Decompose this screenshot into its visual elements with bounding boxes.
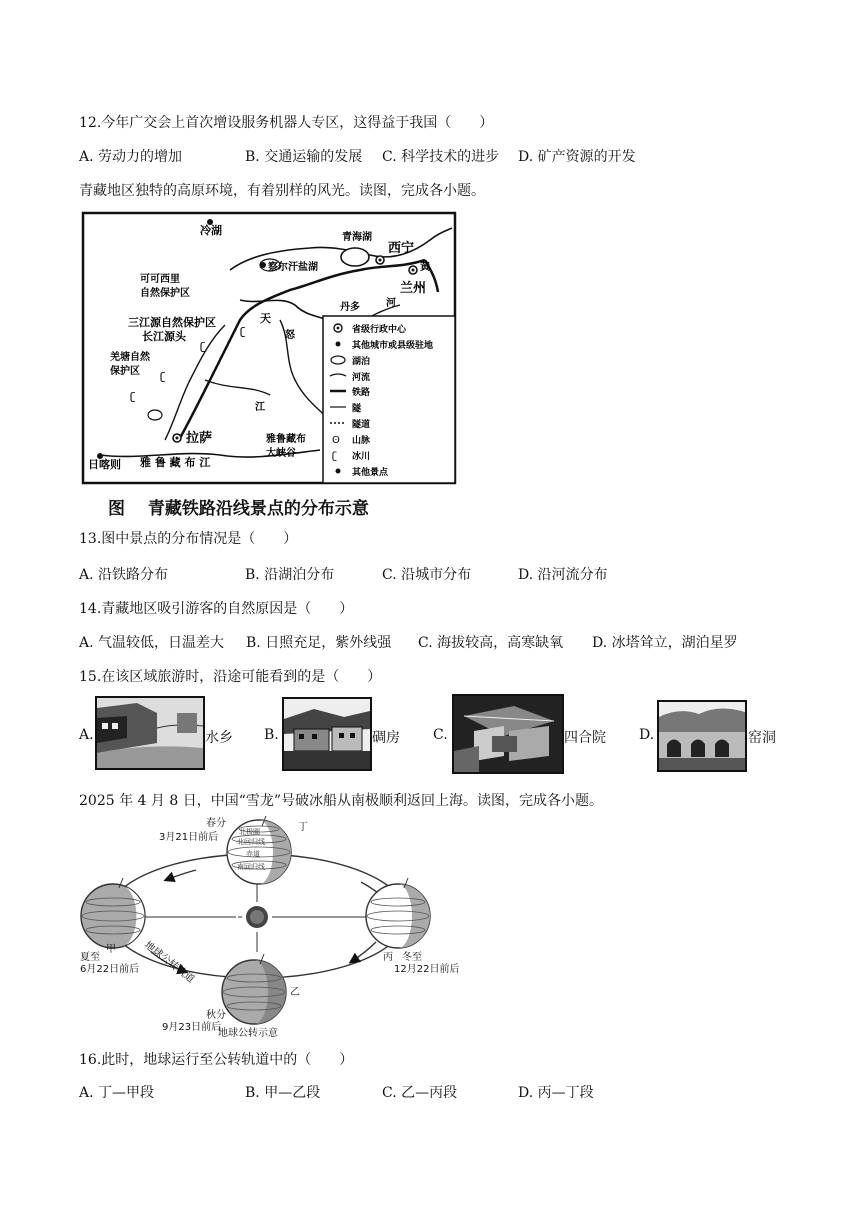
svg-text:ʗ: ʗ (200, 340, 206, 353)
svg-text:自然保护区: 自然保护区 (140, 288, 190, 299)
svg-text:兰州: 兰州 (400, 281, 427, 296)
q15-option-b-label: 碉房 (372, 730, 400, 746)
svg-text:冬至: 冬至 (402, 952, 422, 963)
svg-text:隧: 隧 (352, 404, 362, 414)
svg-text:雅 鲁 藏 布 江: 雅 鲁 藏 布 江 (140, 456, 211, 469)
question-12-stem: 12.今年广交会上首次增设服务机器人专区，这得益于我国（ ） (79, 115, 494, 131)
question-13-stem: 13.图中景点的分布情况是（ ） (79, 531, 298, 547)
svg-text:河流: 河流 (352, 373, 371, 383)
svg-text:山脉: 山脉 (352, 436, 371, 446)
svg-text:地球公转轨道: 地球公转轨道 (142, 939, 197, 986)
q13-option-c[interactable]: C. 沿城市分布 (382, 567, 472, 583)
svg-text:江: 江 (255, 402, 265, 413)
svg-text:地球公转示意: 地球公转示意 (218, 1028, 278, 1039)
svg-text:9月23日前后: 9月23日前后 (162, 1022, 222, 1033)
svg-text:雅鲁藏布: 雅鲁藏布 (266, 434, 306, 445)
q14-option-d[interactable]: D. 冰塔耸立，湖泊星罗 (592, 635, 738, 651)
blockhouse-image[interactable] (282, 697, 372, 771)
svg-text:天: 天 (260, 312, 271, 325)
courtyard-house-image[interactable] (452, 694, 564, 774)
map-caption: 图 青藏铁路沿线景点的分布示意 (108, 499, 369, 519)
q16-option-a[interactable]: A. 丁—甲段 (79, 1085, 155, 1101)
svg-text:其他城市或县级驻地: 其他城市或县级驻地 (352, 341, 434, 351)
railway-map-figure (80, 210, 460, 520)
q16-option-d[interactable]: D. 丙—丁段 (518, 1085, 594, 1101)
svg-text:隧道: 隧道 (352, 420, 371, 430)
svg-text:赤道: 赤道 (246, 850, 260, 858)
q14-option-b[interactable]: B. 日照充足，紫外线强 (246, 635, 392, 651)
q15-option-d-letter[interactable]: D. (639, 727, 655, 743)
svg-text:秋分: 秋分 (206, 1010, 226, 1021)
svg-text:河: 河 (386, 298, 396, 309)
svg-text:ʗ: ʗ (240, 325, 246, 338)
q14-option-a[interactable]: A. 气温较低，日温差大 (79, 635, 225, 651)
q15-option-c-letter[interactable]: C. (433, 727, 448, 743)
svg-text:察尔汗盐湖: 察尔汗盐湖 (268, 262, 318, 273)
intro-tibet: 青藏地区独特的高原环境，有着别样的风光。读图，完成各小题。 (79, 183, 485, 199)
svg-text:三江源自然保护区: 三江源自然保护区 (128, 316, 216, 329)
svg-text:黄: 黄 (420, 262, 430, 273)
svg-text:长江源头: 长江源头 (142, 330, 186, 343)
q14-option-c[interactable]: C. 海拔较高，高寒缺氧 (418, 635, 564, 651)
svg-text:可可西里: 可可西里 (140, 274, 180, 285)
q15-option-d-label: 窑洞 (748, 730, 776, 746)
svg-text:南回归线: 南回归线 (237, 863, 265, 871)
svg-text:湖泊: 湖泊 (352, 357, 371, 367)
q12-option-b[interactable]: B. 交通运输的发展 (245, 149, 363, 165)
svg-text:西宁: 西宁 (388, 241, 415, 256)
svg-text:日喀则: 日喀则 (88, 458, 121, 471)
svg-text:青海湖: 青海湖 (342, 232, 372, 243)
svg-text:保护区: 保护区 (110, 366, 140, 377)
svg-text:丁: 丁 (298, 822, 308, 833)
svg-text:大峡谷: 大峡谷 (266, 448, 296, 459)
q13-option-b[interactable]: B. 沿湖泊分布 (245, 567, 335, 583)
q15-option-c-label: 四合院 (564, 730, 606, 746)
qinghai-tibet-railway-map (80, 210, 460, 520)
svg-text:拉萨: 拉萨 (186, 431, 213, 446)
q12-option-d[interactable]: D. 矿产资源的开发 (518, 149, 636, 165)
q12-option-a[interactable]: A. 劳动力的增加 (79, 149, 183, 165)
earth-revolution-diagram (76, 812, 460, 1044)
svg-text:丙: 丙 (383, 952, 393, 963)
svg-text:铁路: 铁路 (352, 388, 371, 398)
svg-text:冷湖: 冷湖 (200, 224, 222, 237)
svg-text:夏至: 夏至 (80, 952, 100, 963)
q16-option-c[interactable]: C. 乙—丙段 (382, 1085, 458, 1101)
svg-text:ʗ: ʗ (160, 370, 166, 383)
question-16-stem: 16.此时，地球运行至公转轨道中的（ ） (79, 1052, 354, 1068)
svg-text:北回归线: 北回归线 (237, 838, 265, 846)
svg-text:其他景点: 其他景点 (352, 468, 389, 478)
svg-text:北极圈: 北极圈 (239, 828, 260, 836)
question-15-stem: 15.在该区域旅游时，沿途可能看到的是（ ） (79, 669, 382, 685)
q12-option-c[interactable]: C. 科学技术的进步 (382, 149, 500, 165)
svg-text:羌塘自然: 羌塘自然 (110, 352, 150, 363)
q15-option-a-label: 水乡 (205, 730, 233, 746)
svg-text:ʘ: ʘ (332, 435, 340, 446)
intro-xuelong: 2025 年 4 月 8 日，中国“雪龙”号破冰船从南极顺利返回上海。读图，完成各小题。 (79, 793, 604, 809)
earth-orbit-figure (76, 812, 460, 1044)
svg-text:ʗ: ʗ (130, 390, 136, 403)
q13-option-d[interactable]: D. 沿河流分布 (518, 567, 608, 583)
svg-text:春分: 春分 (206, 818, 226, 829)
svg-text:丹多: 丹多 (340, 302, 360, 313)
svg-text:3月21日前后: 3月21日前后 (159, 832, 219, 843)
question-14-stem: 14.青藏地区吸引游客的自然原因是（ ） (79, 601, 354, 617)
q15-option-b-letter[interactable]: B. (264, 727, 279, 743)
q16-option-b[interactable]: B. 甲—乙段 (245, 1085, 321, 1101)
svg-text:乙: 乙 (290, 987, 300, 998)
water-town-image[interactable] (95, 696, 205, 770)
q13-option-a[interactable]: A. 沿铁路分布 (79, 567, 169, 583)
svg-text:怒: 怒 (285, 330, 295, 341)
svg-text:6月22日前后: 6月22日前后 (80, 964, 140, 975)
cave-dwelling-image[interactable] (657, 700, 747, 772)
svg-text:甲: 甲 (106, 944, 116, 955)
svg-text:冰川: 冰川 (352, 452, 371, 462)
svg-text:省级行政中心: 省级行政中心 (352, 325, 407, 335)
svg-text:12月22日前后: 12月22日前后 (394, 964, 460, 975)
svg-text:ʗ: ʗ (332, 451, 338, 462)
q15-option-a-letter[interactable]: A. (79, 727, 94, 743)
